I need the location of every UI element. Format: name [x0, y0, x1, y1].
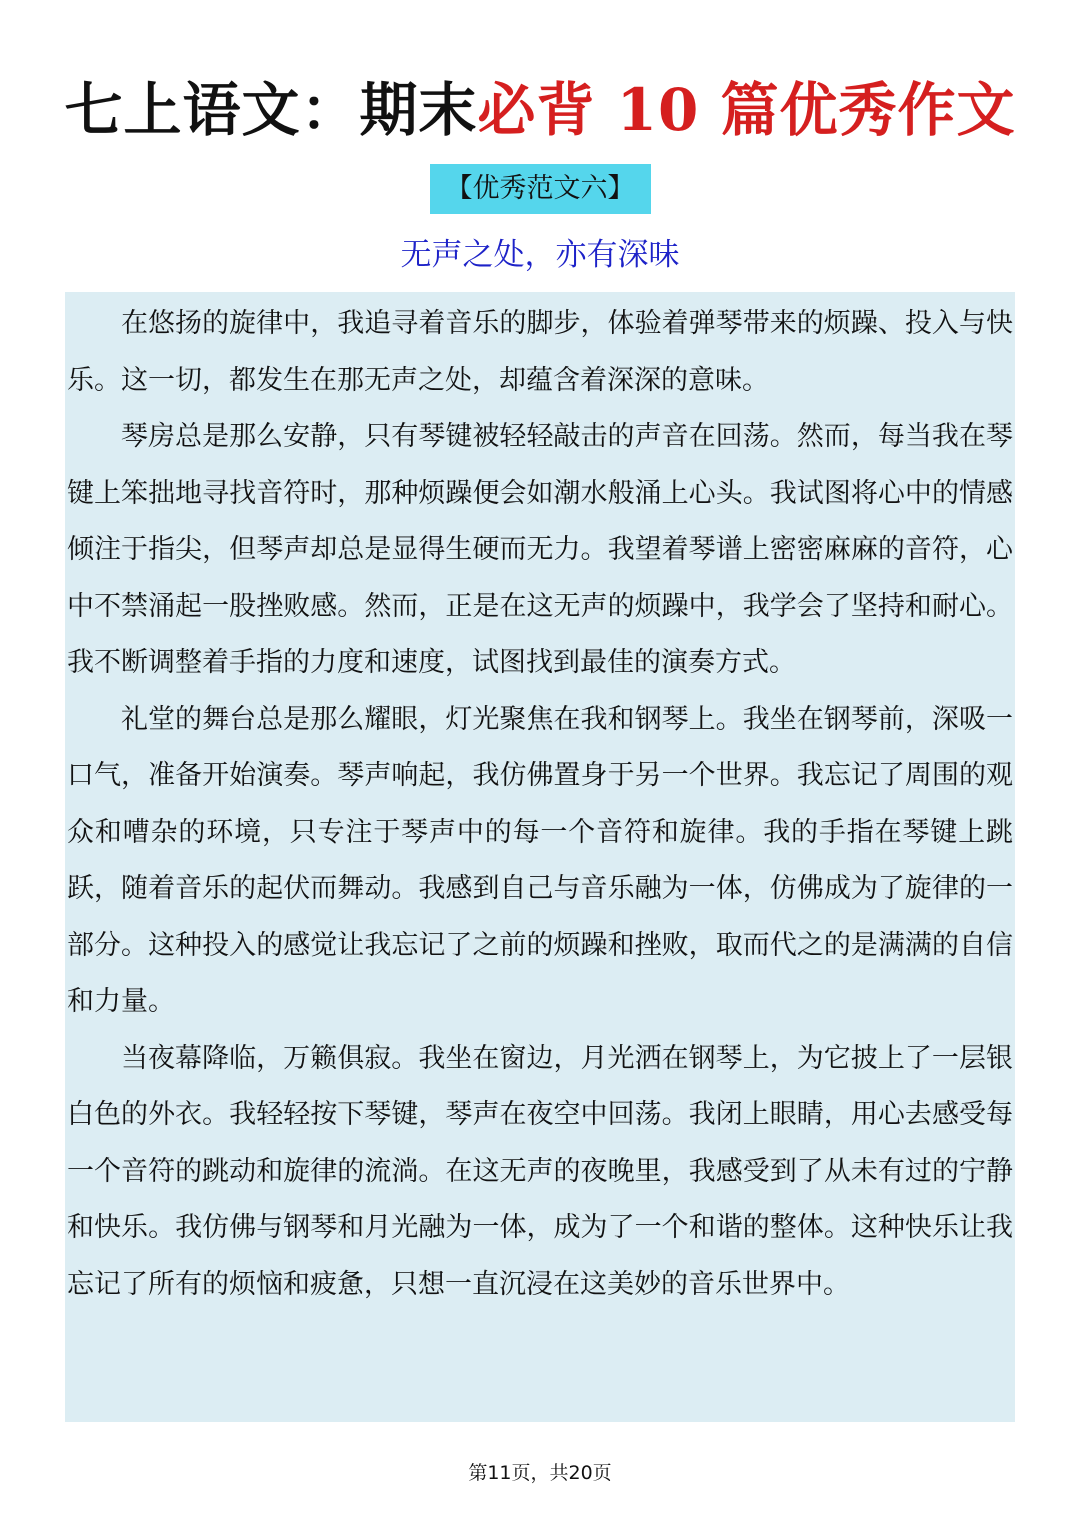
- essay-title: 无声之处，亦有深味: [400, 237, 680, 273]
- essay-paragraph-1: 在悠扬的旋律中，我追寻着音乐的脚步，体验着弹琴带来的烦躁、投入与快乐。这一切，都发生在那无声之处，却蕴含着深深的意味。: [67, 308, 1013, 396]
- title-part-red: 必背 10 篇优秀作文: [477, 76, 1016, 144]
- section-badge-wrapper: [0, 164, 1080, 214]
- section-badge: 【优秀范文六】: [430, 164, 651, 214]
- essay-paragraph-2: 琴房总是那么安静，只有琴键被轻轻敲击的声音在回荡。然而，每当我在琴键上笨拙地寻找音符时，那种烦躁便会如潮水般涌上心头。我试图将心中的情感倾注于指尖，但琴声却总是显得生硬而无力。我望着琴谱上密密麻麻的音符，心中不禁涌起一股挫败感。然而，正是在这无声的烦躁中，我学会了坚持和耐心。我不断调整着手指的力度和速度，试图找到最佳的演奏方式。: [67, 421, 1013, 678]
- essay-paragraph-4: 当夜幕降临，万籁俱寂。我坐在窗边，月光洒在钢琴上，为它披上了一层银白色的外衣。我轻轻按下琴键，琴声在夜空中回荡。我闭上眼睛，用心去感受每一个音符的跳动和旋律的流淌。在这无声的夜晚里，我感受到了从未有过的宁静和快乐。我仿佛与钢琴和月光融为一体，成为了一个和谐的整体。这种快乐让我忘记了所有的烦恼和疲惫，只想一直沉浸在这美妙的音乐世界中。: [67, 1042, 1013, 1300]
- title-part-black: 七上语文：期末: [64, 76, 478, 144]
- essay-paragraph-3: 礼堂的舞台总是那么耀眼，灯光聚焦在我和钢琴上。我坐在钢琴前，深吸一口气，准备开始演奏。琴声响起，我仿佛置身于另一个世界。我忘记了周围的观众和嘈杂的环境，只专注于琴声中的每一个音符和旋律。我的手指在琴键上跳跃，随着音乐的起伏而舞动。我感到自己与音乐融为一体，仿佛成为了旋律的一部分。这种投入的感觉让我忘记了之前的烦躁和挫败，取而代之的是满满的自信和力量。: [67, 703, 1013, 1017]
- page-number: 第11页，共20页: [468, 1462, 612, 1484]
- page-title: [0, 72, 1080, 148]
- essay-body: [65, 292, 1015, 1422]
